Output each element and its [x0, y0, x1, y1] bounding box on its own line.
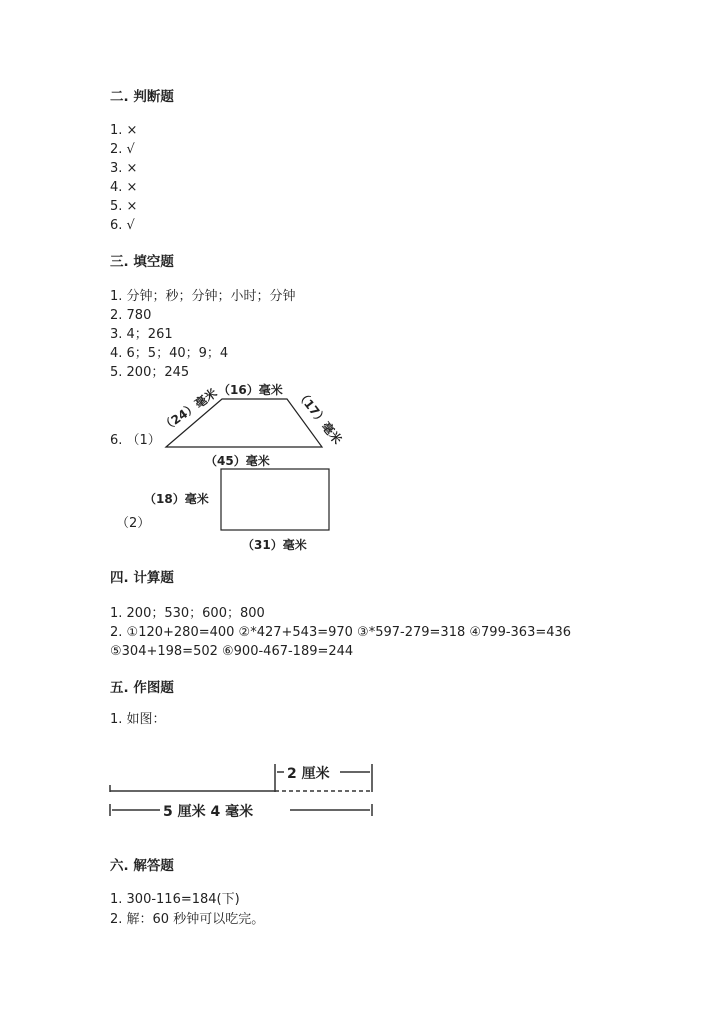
answer-line: 2. 780 — [110, 308, 152, 323]
trapezoid-left-label: （24）毫米 — [158, 385, 220, 435]
answer-line: 4. × — [110, 180, 138, 195]
answer-line: 3. 4；261 — [110, 327, 173, 342]
answer-line: 6. √ — [110, 218, 135, 233]
trapezoid-top-label: （16）毫米 — [218, 383, 283, 397]
answer-line: 1. 如图： — [110, 712, 166, 727]
rectangle-shape — [221, 469, 329, 530]
section-title: 二. 判断题 — [110, 89, 174, 105]
upper-length-label: 2 厘米 — [287, 766, 330, 782]
rectangle-bottom-label: （31）毫米 — [242, 538, 307, 552]
trapezoid-bottom-label: （45）毫米 — [205, 454, 270, 468]
section-title: 五. 作图题 — [110, 680, 174, 696]
answer-line: 2. √ — [110, 142, 135, 157]
trapezoid-right-label: （17）毫米 — [293, 387, 345, 447]
answer-line: 4. 6；5；40；9；4 — [110, 346, 229, 361]
section-title: 六. 解答题 — [110, 858, 174, 874]
answer-line: 2. 解：60 秒钟可以吃完。 — [110, 912, 265, 927]
answer-line: 1. × — [110, 123, 138, 138]
answer-line: 5. × — [110, 199, 138, 214]
lower-length-label: 5 厘米 4 毫米 — [163, 804, 254, 820]
section-title: 四. 计算题 — [110, 570, 174, 586]
answer-line: 1. 分钟；秒；分钟；小时；分钟 — [110, 289, 296, 304]
answer-line: 6. （1） — [110, 433, 161, 448]
answer-line: 3. × — [110, 161, 138, 176]
answer-line: 2. ①120+280=400 ②*427+543=970 ③*597-279=318 ④799-363=436 — [110, 625, 572, 640]
section-title: 三. 填空题 — [110, 254, 174, 270]
answer-line: ⑤304+198=502 ⑥900-467-189=244 — [110, 644, 354, 659]
answer-line: 5. 200；245 — [110, 365, 190, 380]
rectangle-left-label: （18）毫米 — [144, 492, 209, 506]
answer-line: 1. 200；530；600；800 — [110, 606, 265, 621]
answer-line: 1. 300-116=184(下) — [110, 892, 240, 907]
answer-line: （2） — [116, 516, 151, 531]
